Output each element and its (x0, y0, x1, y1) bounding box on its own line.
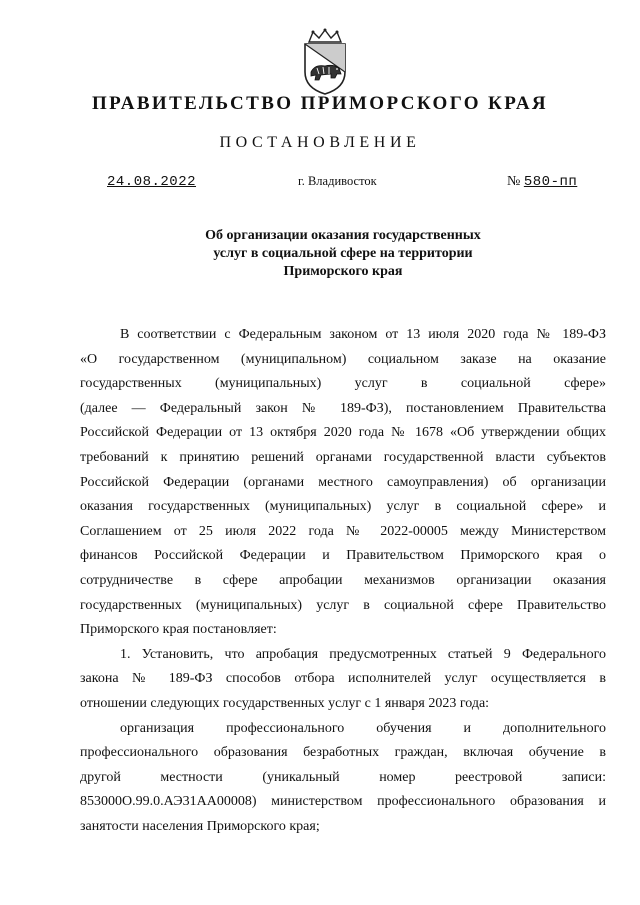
text-line: профессионального образования безработных граждан, включая обучение в (80, 745, 606, 761)
text-line: (далее — Федеральный закон № 189-ФЗ), постановлением Правительства (80, 400, 606, 416)
text-line: оказания государственных (муниципальных) услуг в социальной сфере» и (80, 499, 606, 515)
number-value: 580-пп (523, 174, 578, 190)
text-line: Российской Федерации от 13 октября 2020 года № 1678 «Об утверждении общих (80, 425, 606, 441)
coat-of-arms-icon (299, 28, 351, 96)
text-line: сотрудничестве в сфере апробации механизмов организации оказания (80, 572, 606, 588)
document-body (80, 323, 606, 839)
text-line: 1. Установить, что апробация предусмотренных статьей 9 Федерального (120, 646, 606, 662)
text-line: отношении следующих государственных услуг с 1 января 2023 года: (80, 695, 490, 711)
title-line: Приморского края (283, 264, 403, 279)
text-line: Приморского края постановляет: (80, 622, 277, 638)
text-line: Соглашением от 25 июля 2022 года № 2022-00005 между Министерством (80, 523, 606, 539)
text-line: закона № 189-ФЗ способов отбора исполнителей услуг осуществляется в (80, 671, 606, 687)
document-date: 24.08.2022 (107, 174, 197, 190)
title-line: Об организации оказания государственных (205, 228, 481, 243)
text-line: 853000О.99.0.АЭ31АА00008) министерством профессионального образования и (80, 794, 606, 810)
text-line: финансов Российской Федерации и Правительством Приморского края о (80, 548, 606, 564)
government-name: ПРАВИТЕЛЬСТВО ПРИМОРСКОГО КРАЯ (91, 93, 549, 114)
paragraph-service-item (80, 717, 606, 840)
number-prefix: № (507, 174, 521, 189)
text-line: государственных (муниципальных) услуг в социальной сфере» (80, 376, 606, 392)
text-line: занятости населения Приморского края; (80, 818, 320, 834)
text-line: организация профессионального обучения и дополнительного (120, 720, 606, 736)
text-line: В соответствии с Федеральным законом от 13 июля 2020 года № 189-ФЗ (120, 327, 606, 342)
paragraph-clause-1 (80, 643, 606, 717)
document-number (507, 174, 577, 190)
text-line: другой местности (уникальный номер реестровой записи: (80, 769, 606, 785)
text-line: Российской Федерации (органами местного самоуправления) об организации (80, 474, 606, 490)
document-type: ПОСТАНОВЛЕНИЕ (219, 134, 421, 151)
document-city: г. Владивосток (298, 174, 377, 188)
document-title (0, 227, 640, 281)
title-line: услуг в социальной сфере на территории (213, 246, 473, 261)
paragraph-preamble (80, 323, 606, 643)
text-line: требований к принятию решений органами государственной власти субъектов (80, 449, 606, 465)
text-line: «О государственном (муниципальном) социальном заказе на оказание (80, 351, 606, 367)
text-line: государственных (муниципальных) услуг в социальной сфере Правительство (80, 597, 606, 613)
